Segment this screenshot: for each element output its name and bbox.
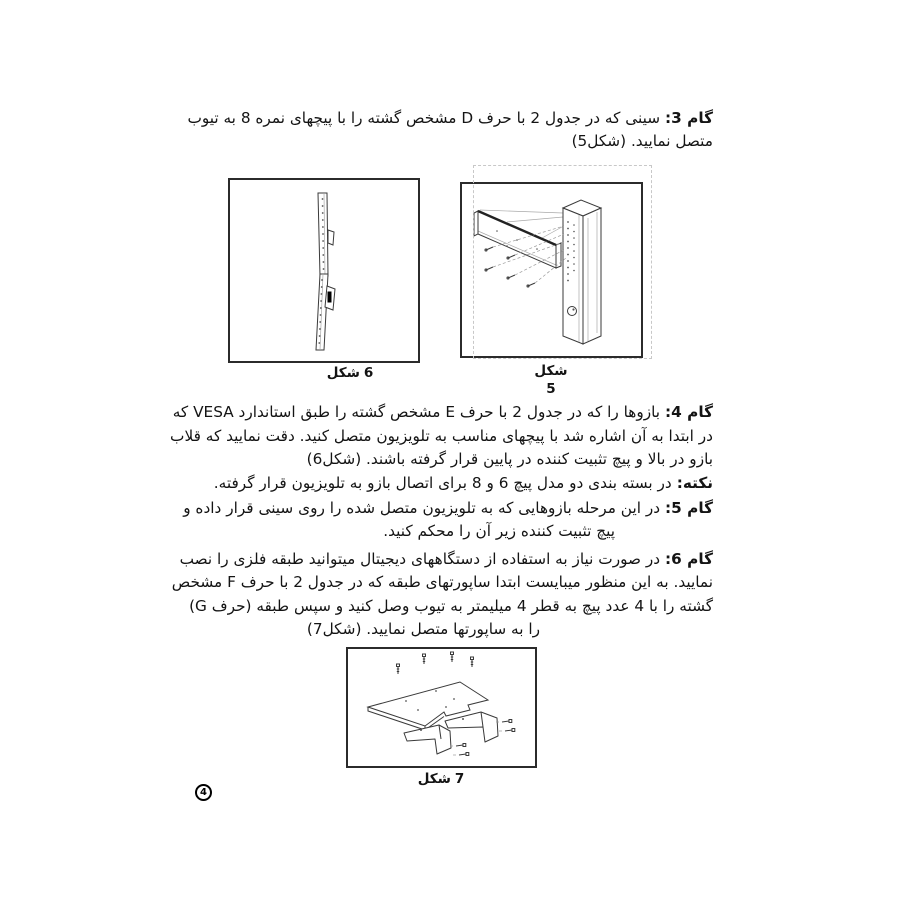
step5-line-1 xyxy=(183,498,713,519)
step4-line-2: در ابتدا به آن اشاره شد با پیچهای مناسب به تلویزیون متصل کنید. دقت نمایید که قلاب xyxy=(170,427,713,445)
note-line xyxy=(214,473,713,494)
figure-6-caption xyxy=(298,365,402,382)
note-label: نکته: xyxy=(676,474,713,492)
page-number-badge: 4 xyxy=(195,784,212,801)
figure-5-drawing xyxy=(462,184,641,356)
figure-5-caption-number: 5 xyxy=(546,381,556,397)
step6-line-4: را به ساپورتها متصل نمایید. (شکل7) xyxy=(306,620,540,638)
step4-line-3: بازو در بالا و پیچ تثبیت کننده در پایین قرار گرفته باشند. (شکل6) xyxy=(306,450,713,468)
figure-7-caption-word: شکل xyxy=(417,771,451,787)
step5-text-1: در این مرحله بازوهایی که به تلویزیون متصل شده را روی سینی قرار داده و xyxy=(183,499,661,517)
step6-text-1: در صورت نیاز به استفاده از دستگاههای دیجیتال میتوانید طبقه فلزی را نصب xyxy=(179,550,661,568)
step3-line-2: متصل نمایید. (شکل5) xyxy=(571,132,713,150)
figure-6-caption-word: شکل xyxy=(326,365,360,381)
step6-line-2: نمایید. به این منظور میبایست ابتدا ساپورتهای طبقه که در جدول 2 با حرف F مشخص xyxy=(171,573,713,591)
step6-line-1 xyxy=(180,549,713,570)
step5-line-2: پیچ تثبیت کننده زیر آن را محکم کنید. xyxy=(383,522,615,540)
figure-6-drawing xyxy=(230,180,418,361)
step4-text-1: بازوها را که در جدول 2 با حرف E مشخص گشته را طبق استاندارد VESA که xyxy=(172,403,661,421)
step4-label: گام 4: xyxy=(665,403,713,421)
figure-7-caption-number: 7 xyxy=(454,771,465,787)
figure-5-caption xyxy=(501,362,601,398)
step4-line-1 xyxy=(173,402,713,423)
figure-7-image xyxy=(346,647,537,768)
step6-label: گام 6: xyxy=(665,550,713,568)
step3-label: گام 3: xyxy=(665,109,713,127)
step6-line-3: گشته را با 4 عدد پیچ به قطر 4 میلیمتر به تیوب وصل کنید و سپس طبقه (حرف G) xyxy=(189,597,713,615)
figure-6-caption-number: 6 xyxy=(363,365,374,381)
figure-5-image xyxy=(460,182,643,358)
step3-line-1 xyxy=(187,108,713,129)
figure-7-drawing xyxy=(348,649,535,766)
note-text: در بسته بندی دو مدل پیچ 6 و 8 برای اتصال بازو به تلویزیون قرار گرفته. xyxy=(213,474,672,492)
figure-5-caption-word: شکل xyxy=(534,363,568,379)
figure-7-caption xyxy=(389,771,493,788)
step5-label: گام 5: xyxy=(665,499,713,517)
step3-text-1: سینی که در جدول 2 با حرف D مشخص گشته را با پیچهای نمره 8 به تیوب xyxy=(187,109,661,127)
figure-6-image xyxy=(228,178,420,363)
